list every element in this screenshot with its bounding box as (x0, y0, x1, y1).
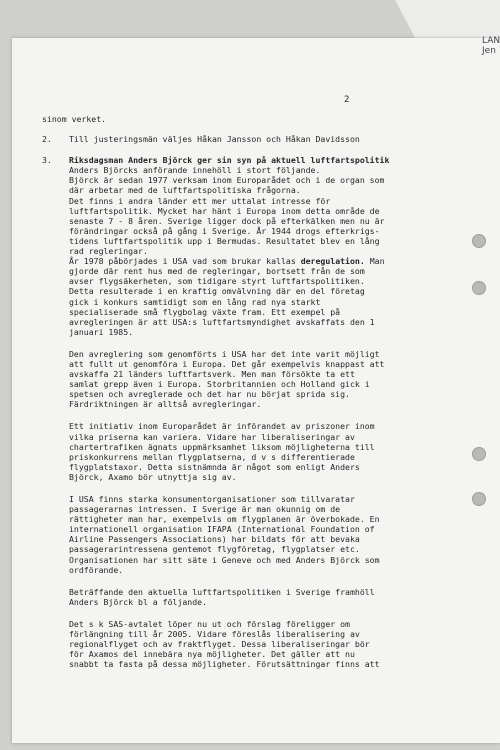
text-line: I USA finns starka konsumentorganisationer som tillvaratar (69, 494, 355, 504)
text-line: vilka priserna kan variera. Vidare har liberaliseringar av (69, 431, 355, 442)
text-line: regionalflyget och av fraktflyget. Dessa liberaliseringar bör (69, 639, 370, 650)
intro-line: sinom verket. (42, 114, 107, 124)
text-line: där arbetar med de luftfartspolitiska frågorna. (69, 185, 301, 196)
agenda-item-2 (42, 134, 420, 144)
text-line: rad regleringar. (69, 246, 148, 257)
text-line: Björck är sedan 1977 verksam inom Europarådet och i de organ som (69, 175, 385, 186)
text-line: Det finns i andra länder ett mer uttalat intresse för (69, 195, 331, 206)
punch-hole (472, 281, 486, 295)
item-heading: Riksdagsman Anders Björck ger sin syn på aktuell luftfartspolitik (69, 155, 390, 166)
text-line: passagerarintressena gentemot flygföretag, flygplatser etc. (69, 544, 360, 555)
text-line: tidens luftfartspolitik upp i Bermudas. Resultatet blev en lång (69, 235, 380, 246)
text-line: Beträffande den aktuella luftfartspolitiken i Sverige framhöll (69, 586, 375, 597)
item-text: Till justeringsmän väljes Håkan Jansson och Håkan Davidsson (69, 134, 360, 145)
text-line: förändringar också på gång i Sverige. År 1944 drogs efterkrigs- (69, 225, 380, 236)
paragraph-1 (69, 165, 420, 256)
item-number: 3. (42, 155, 52, 166)
paragraph-7 (69, 619, 420, 669)
text-line: för Axamos del innebära nya möjligheter. Det gäller att nu (69, 649, 355, 660)
text-line: att fullt ut genomföra i Europa. Det går exempelvis knappast att (69, 358, 385, 369)
text-line: Färdriktningen är alltså avregleringar. (69, 399, 262, 410)
text-line: Airline Passengers Associations) har bildats för att bevaka (69, 534, 360, 545)
text-line: senaste 7 - 8 åren. Sverige ligger dock på efterkälken men nu är (69, 215, 385, 226)
paragraph-4 (69, 421, 420, 482)
text-line: gick i konkurs samtidigt som en lång rad nya starkt (69, 296, 321, 307)
text-line: gjorde där rent hus med de regleringar, bortsett från de som (69, 266, 365, 277)
paragraph-3 (69, 349, 420, 410)
text-line: Organisationen har sitt säte i Geneve och med Anders Björck som (69, 554, 380, 565)
text-line: passagerarnas intressen. I Sverige är man okunnig om de (69, 504, 341, 515)
punch-hole (472, 447, 486, 461)
text-line: chartertrafiken ägnats uppmärksamhet liksom möjligheterna till (69, 441, 375, 452)
text-line: januari 1985. (69, 326, 134, 337)
document-body (42, 114, 420, 692)
text-line: Detta resulterade i en kraftig omvälvning där en del företag (69, 286, 365, 297)
agenda-item-3 (42, 155, 420, 681)
text-line: snabbt ta fasta på dessa möjligheter. Förutsättningar finns att (69, 659, 380, 670)
text-line: flygplatstaxor. Detta sistnämnda är något som enligt Anders (69, 461, 360, 472)
text-line: Ett initiativ inom Europarådet är införandet av priszoner inom (69, 421, 375, 432)
paragraph-5 (69, 494, 420, 575)
text-segment: År 1978 påbörjades i USA vad som brukar kallas (69, 256, 301, 267)
item-body (69, 155, 420, 681)
text-line: ordförande. (69, 564, 124, 575)
text-line: Det s k SAS-avtalet löper nu ut och förslag föreligger om (69, 618, 350, 629)
text-line: avregleringen är att USA:s luftfartsmyndighet avskaffats den 1 (69, 316, 375, 327)
remaining-paragraphs (69, 349, 420, 670)
text-line: specialiserade små flygbolag växte fram. Ett exempel på (69, 306, 341, 317)
text-line: priskonkurrens mellan flygplatserna, d v s differentierade (69, 451, 355, 462)
item-number: 2. (42, 134, 52, 145)
text-segment: Man (364, 256, 385, 267)
text-line: spetsen och avreglerade och det har nu börjat sprida sig. (69, 389, 350, 400)
corner-text (482, 36, 500, 56)
text-line: internationell organisation IFAPA (International Foundation of (69, 524, 375, 535)
corner-text-line: LAN (482, 36, 500, 46)
text-line: samlat grepp även i Europa. Storbritannien och Holland gick i (69, 379, 370, 390)
page-number: 2 (344, 95, 350, 105)
text-line: avser flygsäkerheten, som tidigare styrt luftfartspolitiken. (69, 276, 365, 287)
punch-hole (472, 234, 486, 248)
text-line: rättigheter man har, exempelvis om flygplanen är överbokade. En (69, 514, 380, 525)
text-line: Den avreglering som genomförts i USA har det inte varit möjligt (69, 348, 380, 359)
corner-text-line: Jen (482, 46, 496, 56)
paragraph-2 (69, 256, 420, 337)
punch-hole (472, 492, 486, 506)
text-line: luftfartspolitik. Mycket har hänt i Europa inom detta område de (69, 205, 380, 216)
text-line: förlängning till år 2005. Vidare föreslås liberalisering av (69, 629, 360, 640)
text-line: Björck, Axamo bör utnyttja sig av. (69, 471, 237, 482)
text-line: Anders Björck bl a följande. (69, 596, 208, 607)
paragraph-6 (69, 587, 420, 607)
text-line: avskaffa 21 länders luftfartsverk. Men man försökte ta ett (69, 369, 355, 380)
text-line: Anders Björcks anförande innehöll i stort följande. (69, 165, 321, 176)
bold-term: deregulation. (300, 256, 365, 267)
